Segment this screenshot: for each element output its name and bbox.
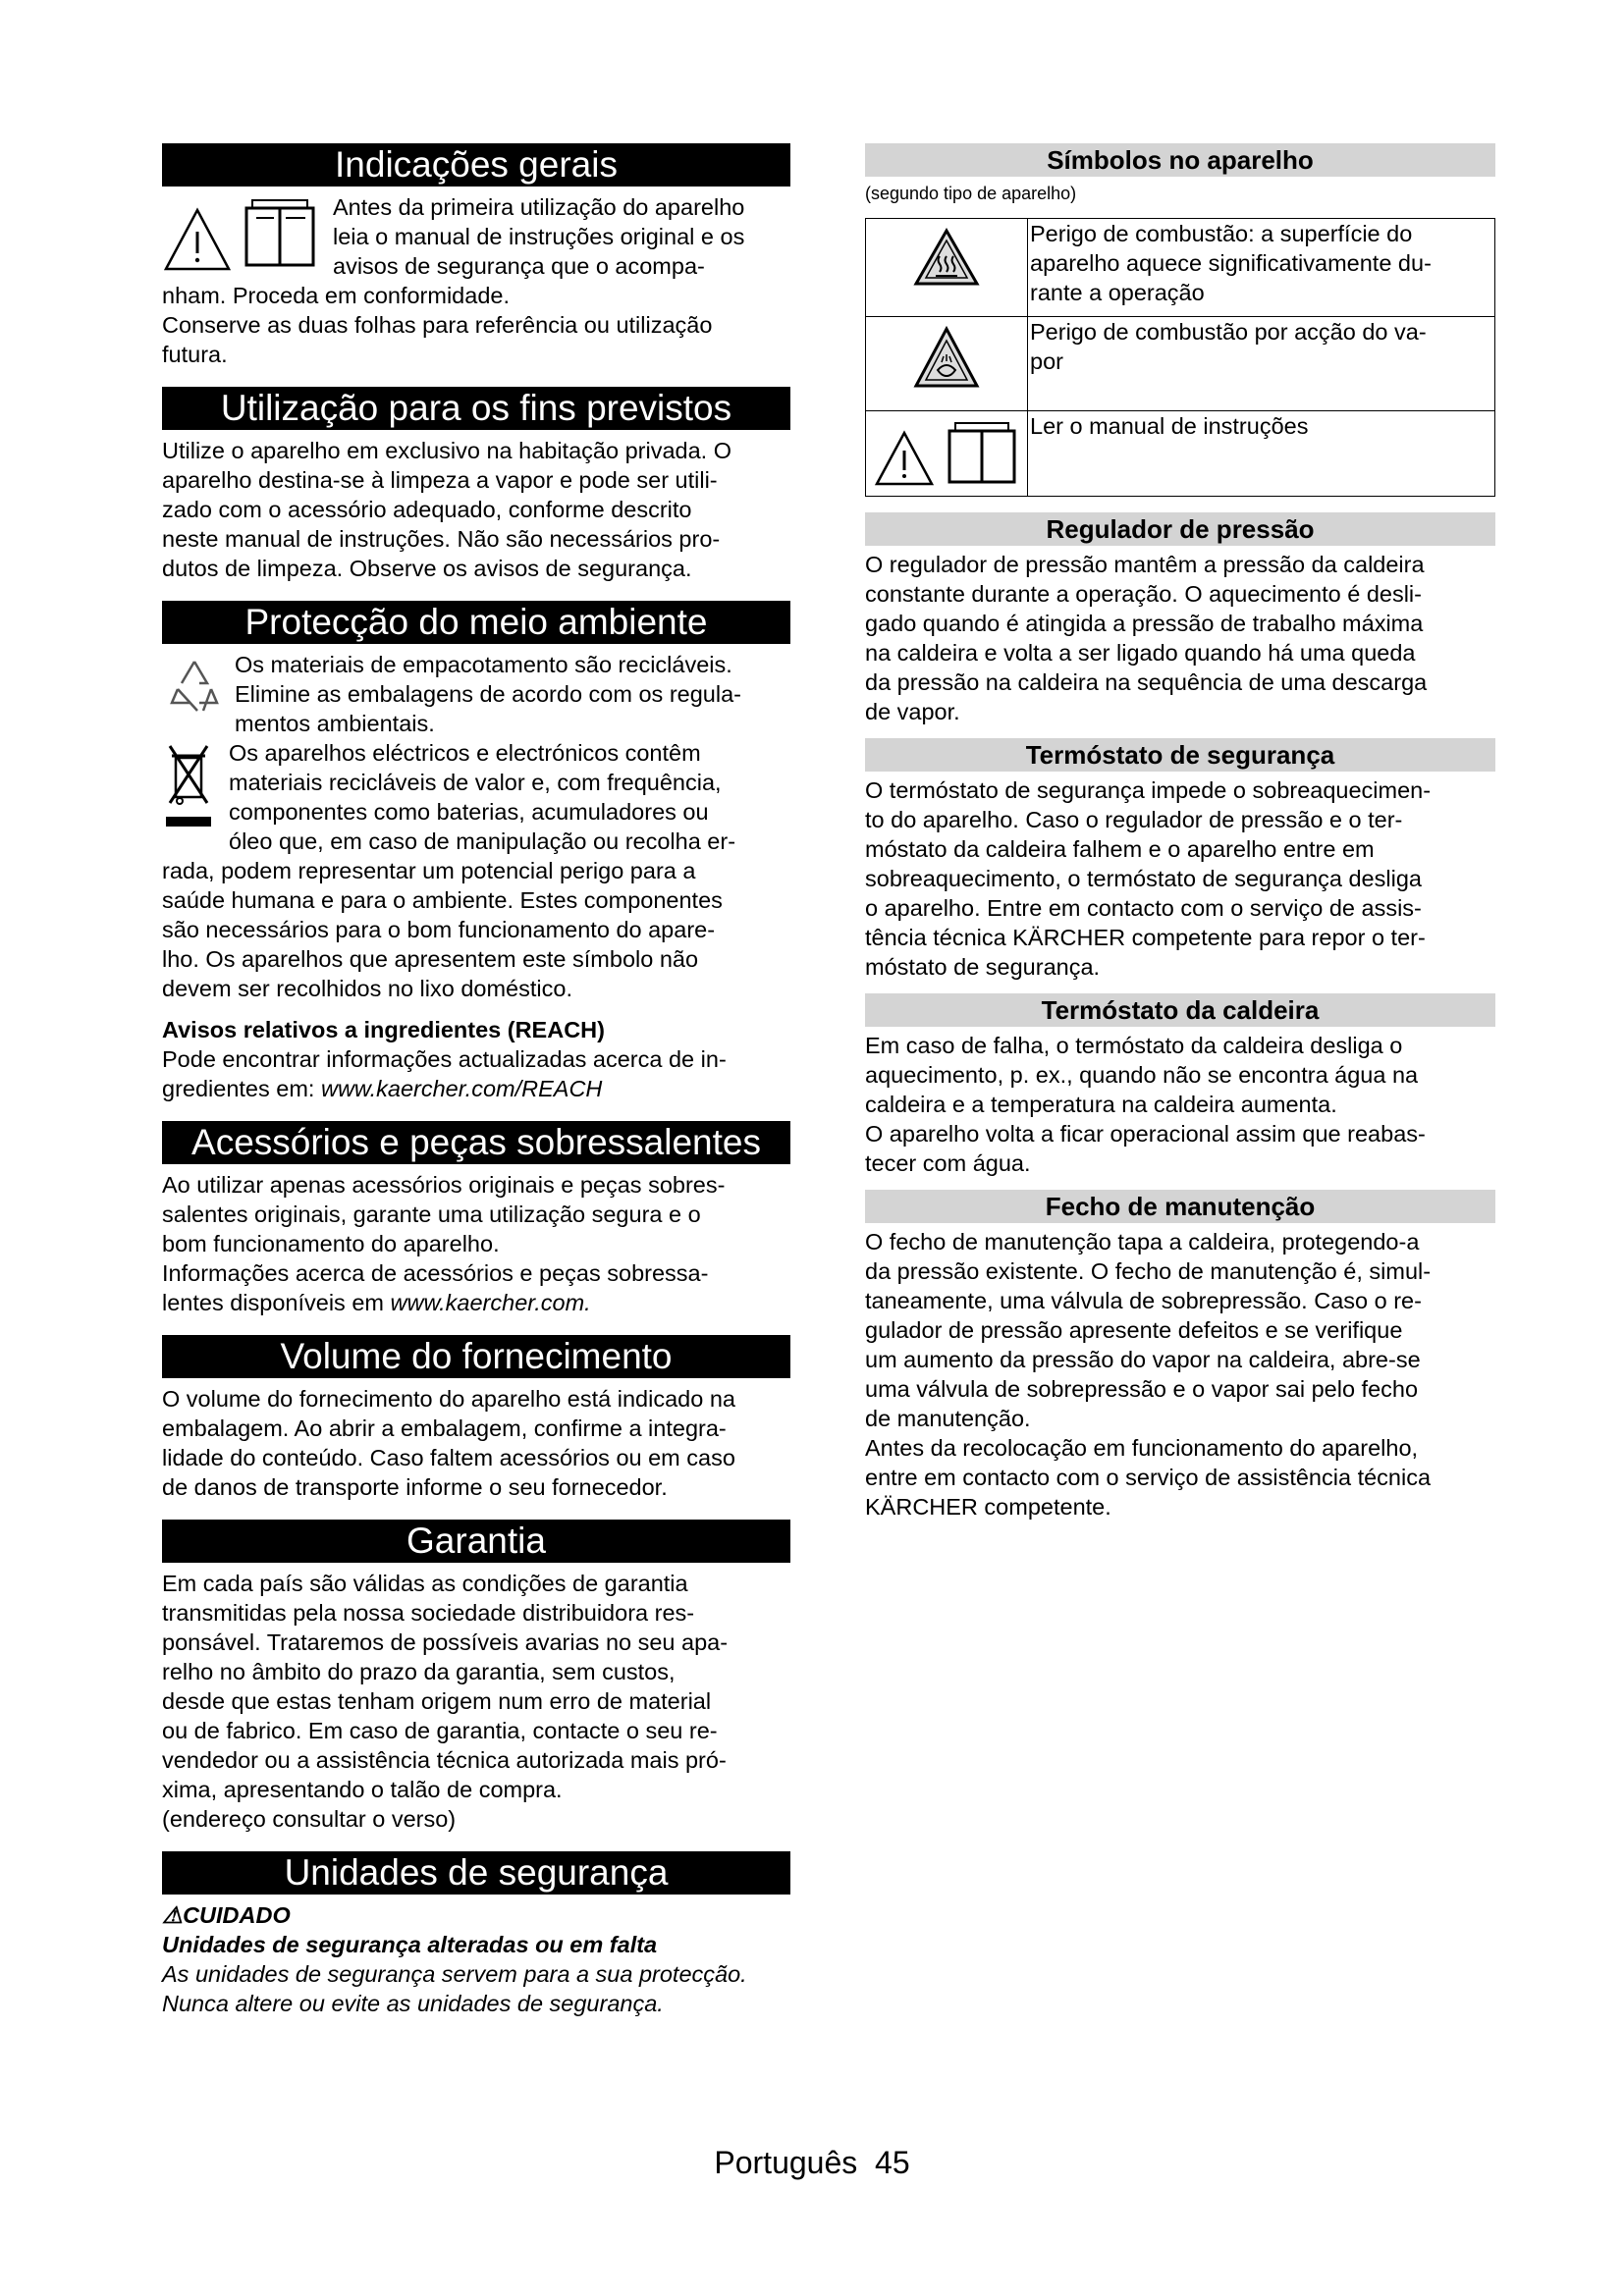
boiler-line: tecer com água.	[865, 1150, 1031, 1176]
environment-line: Elimine as embalagens de acordo com os regula-	[235, 681, 741, 707]
symbol-row	[866, 317, 1495, 411]
thermostat-line: sobreaquecimento, o termóstato de segurança desliga	[865, 866, 1422, 891]
maintenance-cap-section	[865, 1227, 1495, 1522]
general-notes-line-1: Antes da primeira utilização do aparelho	[333, 194, 745, 220]
pressure-line: constante durante a operação. O aquecimento é desli-	[865, 581, 1422, 607]
reach-line-prefix: gredientes em:	[162, 1076, 321, 1101]
safety-line: As unidades de segurança servem para a sua protecção.	[162, 1961, 747, 1987]
symbols-note: (segundo tipo de aparelho)	[865, 184, 1077, 203]
environment-line: Os materiais de empacotamento são recicláveis.	[235, 652, 732, 677]
maintenance-line: gulador de pressão apresente defeitos e se verifique	[865, 1317, 1403, 1343]
heading-warranty: Garantia	[162, 1520, 790, 1563]
safety-section	[162, 1900, 790, 2018]
scope-line: O volume do fornecimento do aparelho está indicado na	[162, 1386, 735, 1412]
heading-environment: Protecção do meio ambiente	[162, 601, 790, 644]
left-column	[162, 143, 790, 2018]
heading-accessories: Acessórios e peças sobressalentes	[162, 1121, 790, 1164]
accessories-line: Informações acerca de acessórios e peças sobressa-	[162, 1260, 709, 1286]
heading-scope-of-delivery: Volume do fornecimento	[162, 1335, 790, 1378]
recycling-block	[162, 650, 790, 738]
boiler-thermostat-section	[865, 1031, 1495, 1178]
environment-line: materiais recicláveis de valor e, com frequência,	[229, 770, 722, 795]
pressure-line: de vapor.	[865, 699, 960, 724]
scope-line: de danos de transporte informe o seu fornecedor.	[162, 1474, 668, 1500]
general-notes-line-4: nham. Proceda em conformidade.	[162, 283, 510, 308]
environment-section	[162, 650, 790, 1103]
intended-use-line: aparelho destina-se à limpeza a vapor e pode ser utili-	[162, 467, 718, 493]
thermostat-line: móstato de segurança.	[865, 954, 1101, 980]
environment-line: óleo que, em caso de manipulação ou recolha er-	[229, 828, 736, 854]
intended-use-line: zado com o acessório adequado, conforme descrito	[162, 497, 692, 522]
boiler-line: O aparelho volta a ficar operacional assim que reabas-	[865, 1121, 1426, 1147]
intended-use-section	[162, 436, 790, 583]
environment-line: saúde humana e para o ambiente. Estes componentes	[162, 887, 723, 913]
environment-line: lho. Os aparelhos que apresentem este símbolo não	[162, 946, 699, 972]
environment-line: são necessários para o bom funcionamento do apare-	[162, 917, 716, 942]
accessories-line-prefix: lentes disponíveis em	[162, 1290, 391, 1315]
steam-burn-warning-icon	[912, 325, 981, 390]
heading-maintenance-cap: Fecho de manutenção	[865, 1190, 1495, 1223]
warning-read-manual-icon	[162, 196, 319, 275]
warranty-section	[162, 1569, 790, 1834]
general-notes-section	[162, 192, 790, 369]
thermostat-line: móstato da caldeira falhem e o aparelho entre em	[865, 836, 1375, 862]
symbol-text-cell	[1028, 219, 1495, 317]
pressure-regulator-section	[865, 550, 1495, 726]
heading-intended-use: Utilização para os fins previstos	[162, 387, 790, 430]
general-notes-line-6: futura.	[162, 342, 228, 367]
accessories-line-last	[162, 1288, 790, 1317]
symbol-text-line: por	[1030, 348, 1063, 374]
symbol-text-line: aparelho aquece significativamente du-	[1030, 250, 1432, 276]
maintenance-line: de manutenção.	[865, 1406, 1031, 1431]
reach-line: Pode encontrar informações actualizadas acerca de in-	[162, 1046, 727, 1072]
heading-general-notes: Indicações gerais	[162, 143, 790, 187]
warranty-line: desde que estas tenham origem num erro de material	[162, 1688, 712, 1714]
reach-link[interactable]: www.kaercher.com/REACH	[320, 1076, 603, 1101]
footer-language: Português	[714, 2145, 858, 2180]
reach-line-2	[162, 1074, 790, 1103]
recycle-icon	[168, 656, 221, 717]
warranty-line: ponsável. Trataremos de possíveis avarias no seu apa-	[162, 1629, 729, 1655]
maintenance-line: KÄRCHER competente.	[865, 1494, 1111, 1520]
heading-safety-thermostat: Termóstato de segurança	[865, 738, 1495, 772]
page-footer	[0, 2145, 1624, 2181]
symbol-text-cell	[1028, 317, 1495, 411]
scope-line: lidade do conteúdo. Caso faltem acessórios ou em caso	[162, 1445, 735, 1470]
environment-line: mentos ambientais.	[235, 711, 435, 736]
reach-title: Avisos relativos a ingredientes (REACH)	[162, 1017, 605, 1042]
thermostat-line: to do aparelho. Caso o regulador de pressão e o ter-	[865, 807, 1403, 832]
warranty-line: vendedor ou a assistência técnica autorizada mais pró-	[162, 1747, 727, 1773]
boiler-line: Em caso de falha, o termóstato da caldeira desliga o	[865, 1033, 1403, 1058]
maintenance-line: entre em contacto com o serviço de assistência técnica	[865, 1465, 1432, 1490]
scope-line: embalagem. Ao abrir a embalagem, confirme a integra-	[162, 1415, 727, 1441]
safety-warning-title: Unidades de segurança alteradas ou em falta	[162, 1932, 658, 1957]
thermostat-line: o aparelho. Entre em contacto com o serviço de assis-	[865, 895, 1422, 921]
symbol-cell	[866, 411, 1028, 497]
symbol-text-line: Perigo de combustão: a superfície do	[1030, 221, 1413, 246]
symbol-cell	[866, 219, 1028, 317]
heading-symbols: Símbolos no aparelho	[865, 143, 1495, 177]
accessories-line: salentes originais, garante uma utilização segura e o	[162, 1201, 701, 1227]
heading-pressure-regulator: Regulador de pressão	[865, 512, 1495, 546]
symbol-cell	[866, 317, 1028, 411]
page-number: 45	[875, 2145, 910, 2180]
warranty-line: xima, apresentando o talão de compra.	[162, 1777, 563, 1802]
intended-use-line: dutos de limpeza. Observe os avisos de segurança.	[162, 556, 692, 581]
accessories-line: bom funcionamento do aparelho.	[162, 1231, 500, 1256]
heading-boiler-thermostat: Termóstato da caldeira	[865, 993, 1495, 1027]
scope-section	[162, 1384, 790, 1502]
environment-line: Os aparelhos eléctricos e electrónicos contêm	[229, 740, 701, 766]
pressure-line: da pressão na caldeira na sequência de uma descarga	[865, 669, 1428, 695]
environment-line: rada, podem representar um potencial perigo para a	[162, 858, 696, 883]
symbol-text-cell	[1028, 411, 1495, 497]
right-column	[865, 143, 1495, 1522]
symbol-row	[866, 219, 1495, 317]
accessories-section	[162, 1170, 790, 1317]
warranty-line: (endereço consultar o verso)	[162, 1806, 457, 1832]
thermostat-line: tência técnica KÄRCHER competente para repor o ter-	[865, 925, 1426, 950]
thermostat-line: O termóstato de segurança impede o sobreaquecimen-	[865, 777, 1432, 803]
pressure-line: gado quando é atingida a pressão de trabalho máxima	[865, 611, 1424, 636]
pressure-line: O regulador de pressão mantêm a pressão da caldeira	[865, 552, 1425, 577]
symbols-table	[865, 218, 1495, 497]
caution-label: ⚠CUIDADO	[162, 1902, 291, 1928]
environment-line: devem ser recolhidos no lixo doméstico.	[162, 976, 572, 1001]
symbol-text-line: Perigo de combustão por acção do va-	[1030, 319, 1427, 345]
crossed-bin-icon	[166, 742, 211, 836]
maintenance-line: O fecho de manutenção tapa a caldeira, protegendo-a	[865, 1229, 1420, 1255]
general-notes-line-3: avisos de segurança que o acompa-	[333, 253, 705, 279]
maintenance-line: Antes da recolocação em funcionamento do aparelho,	[865, 1435, 1419, 1461]
symbol-text-line: rante a operação	[1030, 280, 1205, 305]
intended-use-line: neste manual de instruções. Não são necessários pro-	[162, 526, 721, 552]
general-notes-line-5: Conserve as duas folhas para referência ou utilização	[162, 312, 713, 338]
general-notes-line-2: leia o manual de instruções original e os	[333, 224, 745, 249]
heading-safety-devices: Unidades de segurança	[162, 1851, 790, 1895]
symbol-row	[866, 411, 1495, 497]
environment-line: componentes como baterias, acumuladores ou	[229, 799, 709, 825]
warranty-line: Em cada país são válidas as condições de garantia	[162, 1571, 688, 1596]
accessories-link[interactable]: www.kaercher.com.	[390, 1290, 591, 1315]
pressure-line: na caldeira e volta a ser ligado quando há uma queda	[865, 640, 1416, 666]
maintenance-line: uma válvula de sobrepressão e o vapor sai pelo fecho	[865, 1376, 1419, 1402]
warranty-line: ou de fabrico. Em caso de garantia, contacte o seu re-	[162, 1718, 718, 1743]
warranty-line: relho no âmbito do prazo da garantia, sem custos,	[162, 1659, 676, 1684]
maintenance-line: taneamente, uma válvula de sobrepressão. Caso o re-	[865, 1288, 1422, 1313]
maintenance-line: da pressão existente. O fecho de manutenção é, simul-	[865, 1258, 1432, 1284]
read-manual-icon	[873, 419, 1020, 488]
safety-line: Nunca altere ou evite as unidades de segurança.	[162, 1991, 664, 2016]
symbol-text-line: Ler o manual de instruções	[1030, 413, 1309, 439]
boiler-line: caldeira e a temperatura na caldeira aumenta.	[865, 1092, 1337, 1117]
hot-surface-warning-icon	[912, 227, 981, 288]
boiler-line: aquecimento, p. ex., quando não se encontra água na	[865, 1062, 1419, 1088]
accessories-line: Ao utilizar apenas acessórios originais e peças sobres-	[162, 1172, 726, 1198]
safety-thermostat-section	[865, 775, 1495, 982]
warranty-line: transmitidas pela nossa sociedade distribuidora res-	[162, 1600, 695, 1626]
maintenance-line: um aumento da pressão do vapor na caldeira, abre-se	[865, 1347, 1421, 1372]
intended-use-line: Utilize o aparelho em exclusivo na habitação privada. O	[162, 438, 731, 463]
